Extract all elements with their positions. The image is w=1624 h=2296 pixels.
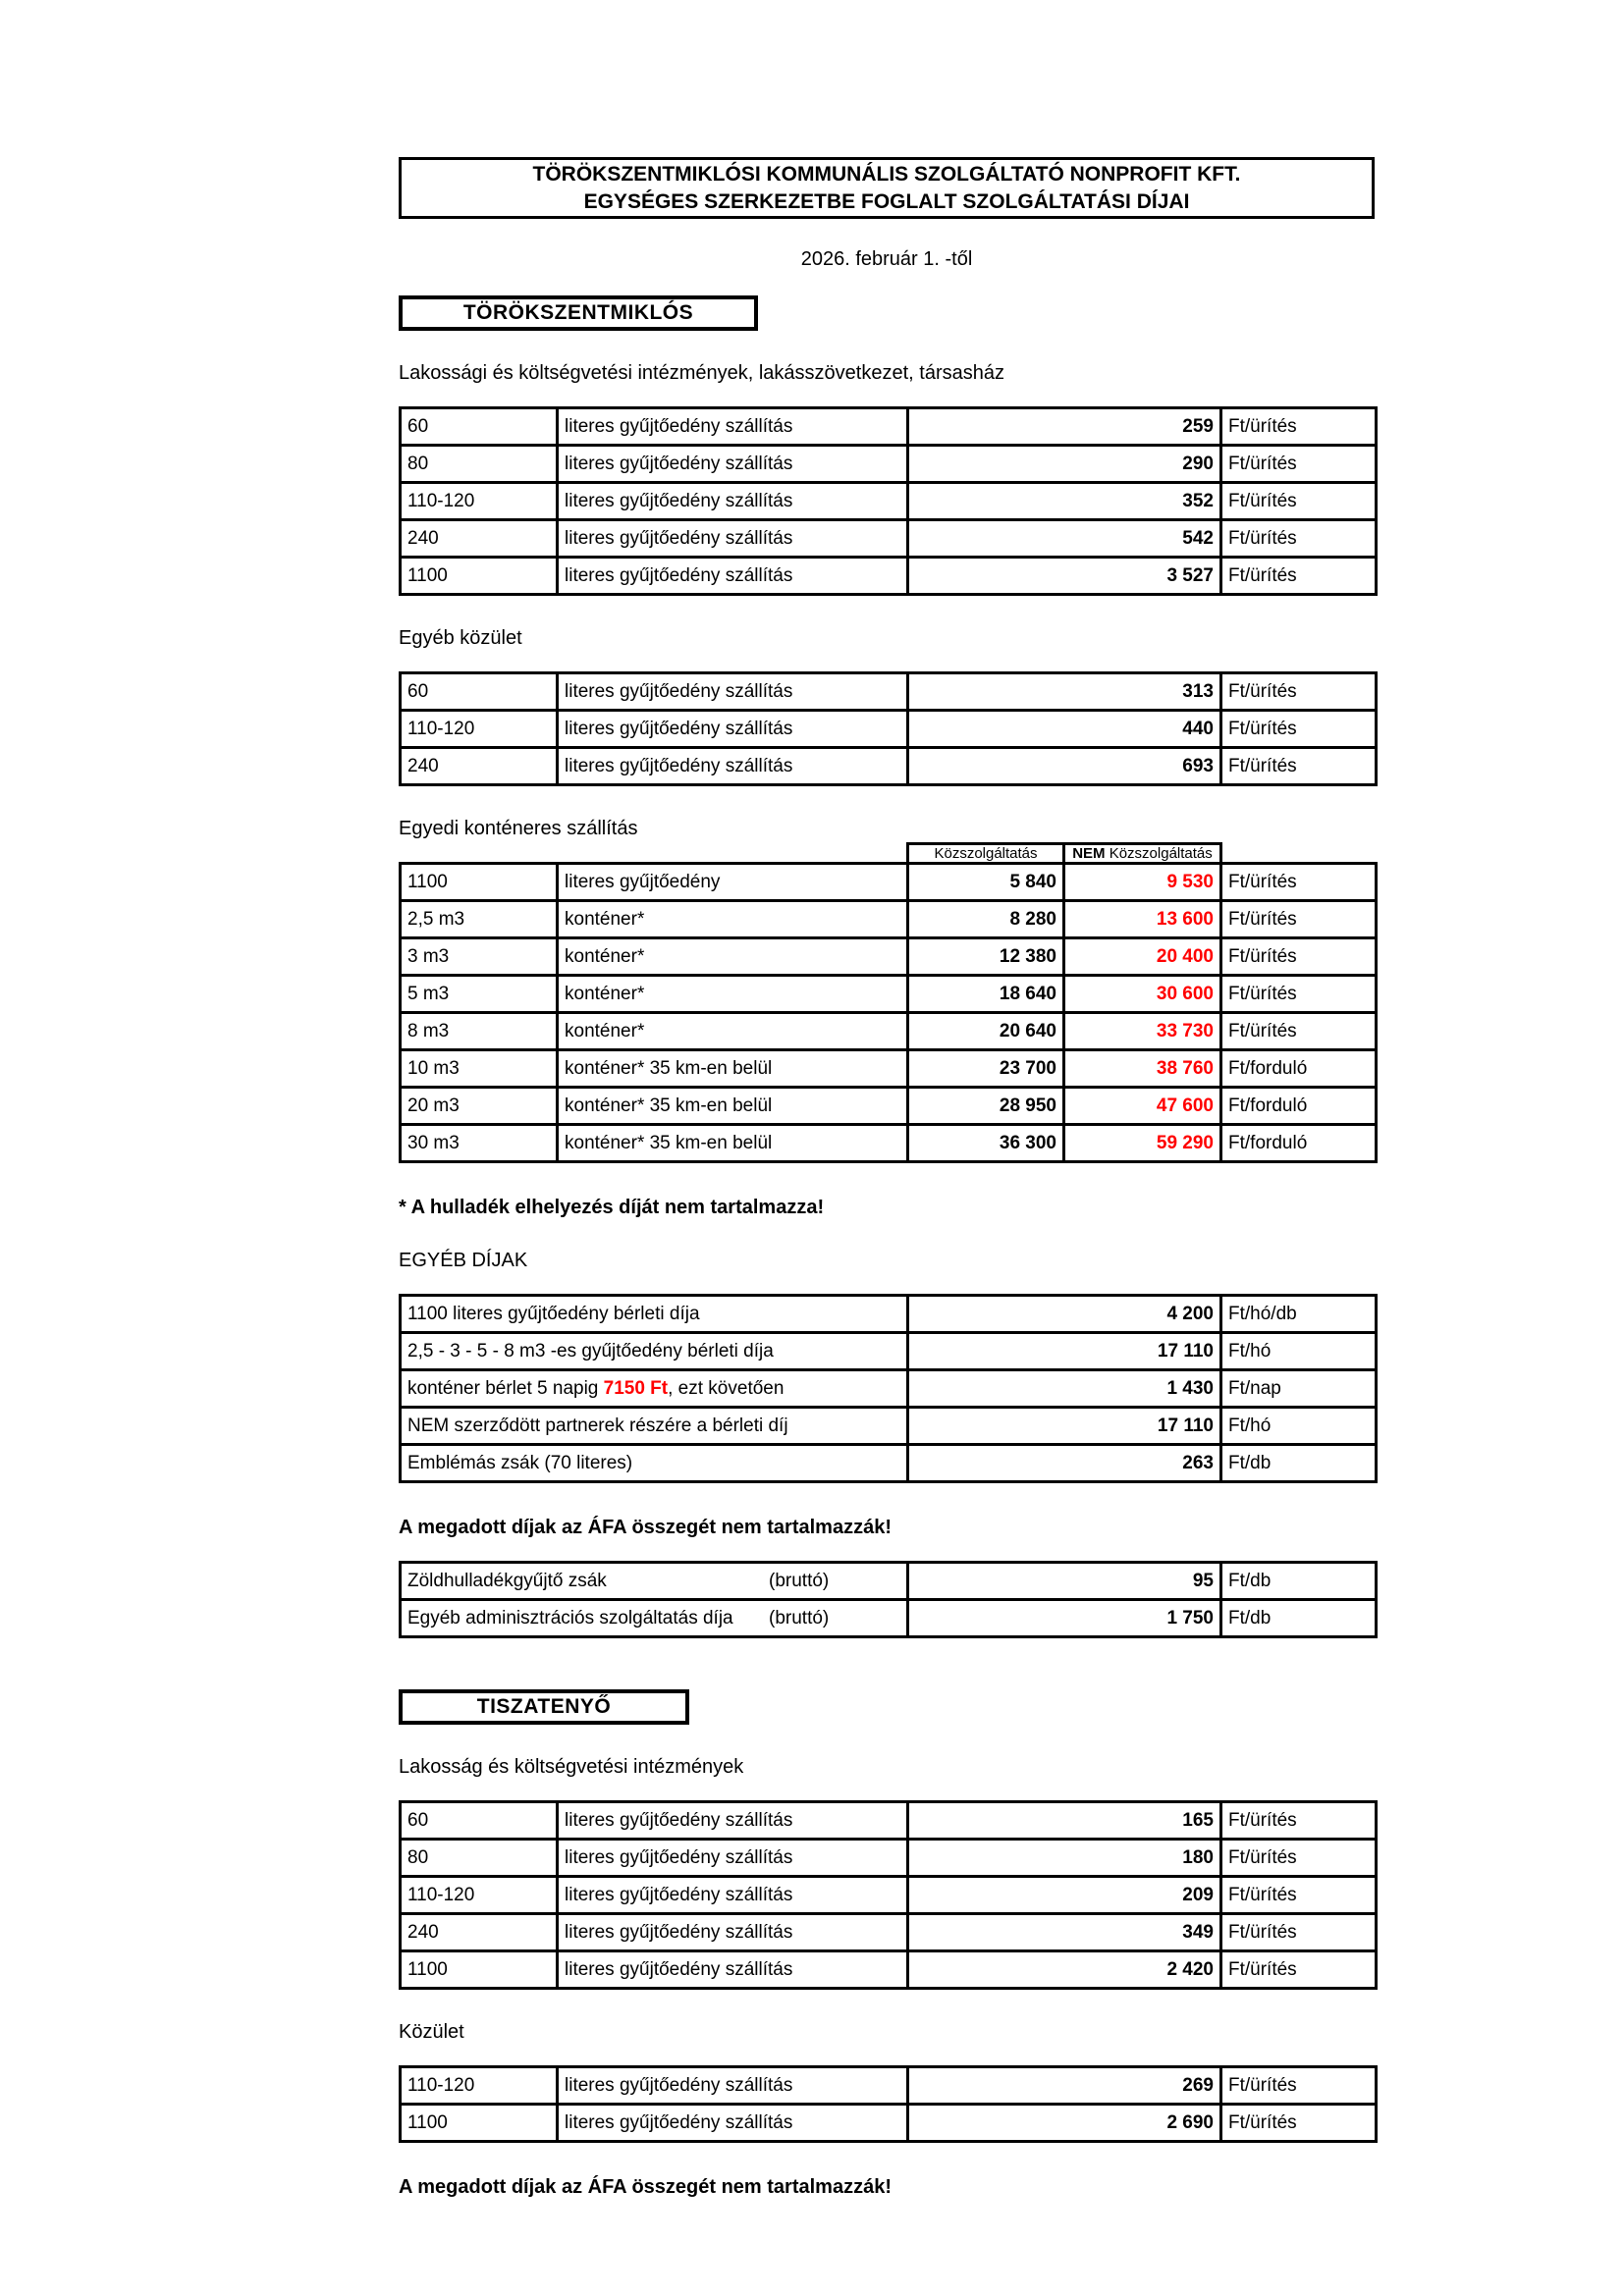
price-cell: 209 xyxy=(908,1877,1221,1914)
gross-tag: (bruttó) xyxy=(769,1607,830,1629)
size-cell: 110-120 xyxy=(401,1877,558,1914)
section-label: Egyéb közület xyxy=(399,627,522,649)
unit-cell: Ft/ürítés xyxy=(1221,408,1377,446)
table-row xyxy=(401,446,1377,483)
description-cell: literes gyűjtőedény szállítás xyxy=(558,673,908,711)
unit-cell: Ft/ürítés xyxy=(1221,1877,1377,1914)
table-row xyxy=(401,976,1377,1013)
price-cell: 2 420 xyxy=(908,1951,1221,1989)
price-cell: 259 xyxy=(908,408,1221,446)
price-cell: 1 750 xyxy=(908,1600,1221,1637)
table-row xyxy=(401,1600,1377,1637)
price-cell: 95 xyxy=(908,1563,1221,1600)
size-cell: 10 m3 xyxy=(401,1050,558,1088)
price-public-cell: 28 950 xyxy=(908,1088,1064,1125)
description-cell: literes gyűjtőedény szállítás xyxy=(558,711,908,748)
price-col-header-public: Közszolgáltatás xyxy=(908,844,1064,864)
price-nonpublic-cell: 38 760 xyxy=(1064,1050,1221,1088)
price-nonpublic-cell: 30 600 xyxy=(1064,976,1221,1013)
size-cell: 60 xyxy=(401,673,558,711)
size-cell: 240 xyxy=(401,748,558,785)
gross-tag: (bruttó) xyxy=(769,1570,830,1591)
description-cell: literes gyűjtőedény szállítás xyxy=(558,520,908,558)
unit-cell: Ft/ürítés xyxy=(1221,1951,1377,1989)
size-cell: 5 m3 xyxy=(401,976,558,1013)
unit-cell: Ft/ürítés xyxy=(1221,1914,1377,1951)
document-title-line-1: TÖRÖKSZENTMIKLÓSI KOMMUNÁLIS SZOLGÁLTATÓ NONPROFIT KFT. xyxy=(532,162,1241,186)
unit-cell: Ft/hó xyxy=(1221,1408,1377,1445)
price-cell: 17 110 xyxy=(908,1333,1221,1370)
spacer-cell xyxy=(401,844,558,864)
table-row xyxy=(401,673,1377,711)
unit-cell: Ft/ürítés xyxy=(1221,1802,1377,1840)
unit-cell: Ft/nap xyxy=(1221,1370,1377,1408)
price-nonpublic-cell: 47 600 xyxy=(1064,1088,1221,1125)
price-col-header-row xyxy=(401,844,1377,864)
table-row xyxy=(401,1840,1377,1877)
unit-cell: Ft/ürítés xyxy=(1221,558,1377,595)
unit-cell: Ft/ürítés xyxy=(1221,446,1377,483)
city-header: TÖRÖKSZENTMIKLÓS xyxy=(399,295,758,331)
unit-cell: Ft/ürítés xyxy=(1221,864,1377,901)
table-row xyxy=(401,1296,1377,1333)
table-row xyxy=(401,1333,1377,1370)
size-cell: 3 m3 xyxy=(401,938,558,976)
unit-cell: Ft/ürítés xyxy=(1221,2067,1377,2105)
price-cell: 1 430 xyxy=(908,1370,1221,1408)
description-cell: konténer* 35 km-en belül xyxy=(558,1125,908,1162)
size-cell: 1100 xyxy=(401,2105,558,2142)
unit-cell: Ft/forduló xyxy=(1221,1088,1377,1125)
unit-cell: Ft/hó xyxy=(1221,1333,1377,1370)
price-cell: 440 xyxy=(908,711,1221,748)
document-content xyxy=(399,0,1375,2198)
unit-cell: Ft/ürítés xyxy=(1221,1840,1377,1877)
price-table-standard xyxy=(399,1800,1378,1990)
size-cell: 240 xyxy=(401,1914,558,1951)
description-cell: literes gyűjtőedény szállítás xyxy=(558,1802,908,1840)
price-public-cell: 5 840 xyxy=(908,864,1064,901)
table-row xyxy=(401,1013,1377,1050)
price-nonpublic-cell: 9 530 xyxy=(1064,864,1221,901)
price-cell: 313 xyxy=(908,673,1221,711)
price-cell: 165 xyxy=(908,1802,1221,1840)
description-cell: konténer* 35 km-en belül xyxy=(558,1088,908,1125)
table-row xyxy=(401,1802,1377,1840)
price-cell: 180 xyxy=(908,1840,1221,1877)
unit-cell: Ft/forduló xyxy=(1221,1050,1377,1088)
table-row xyxy=(401,558,1377,595)
unit-cell: Ft/ürítés xyxy=(1221,2105,1377,2142)
footnote: A megadott díjak az ÁFA összegét nem tartalmazzák! xyxy=(399,1517,892,1538)
size-cell: 80 xyxy=(401,1840,558,1877)
unit-cell: Ft/db xyxy=(1221,1445,1377,1482)
unit-cell: Ft/ürítés xyxy=(1221,748,1377,785)
size-cell: 240 xyxy=(401,520,558,558)
description-cell: literes gyűjtőedény xyxy=(558,864,908,901)
size-cell: 2,5 m3 xyxy=(401,901,558,938)
effective-date: 2026. február 1. -től xyxy=(800,248,973,270)
description-cell: NEM szerződött partnerek részére a bérleti díj xyxy=(401,1408,908,1445)
table-row xyxy=(401,864,1377,901)
table-row xyxy=(401,901,1377,938)
spacer-cell xyxy=(1221,844,1377,864)
price-table-brutto xyxy=(399,1561,1378,1638)
price-table-dual xyxy=(399,842,1378,1163)
document-title-box xyxy=(399,157,1375,219)
table-row xyxy=(401,1445,1377,1482)
price-public-cell: 20 640 xyxy=(908,1013,1064,1050)
price-public-cell: 36 300 xyxy=(908,1125,1064,1162)
section-label: Lakosság és költségvetési intézmények xyxy=(399,1756,744,1778)
description-cell: Zöldhulladékgyűjtő zsák (bruttó) xyxy=(401,1563,908,1600)
unit-cell: Ft/ürítés xyxy=(1221,976,1377,1013)
table-row xyxy=(401,2105,1377,2142)
description-cell: 1100 literes gyűjtőedény bérleti díja xyxy=(401,1296,908,1333)
unit-cell: Ft/ürítés xyxy=(1221,483,1377,520)
description-cell: literes gyűjtőedény szállítás xyxy=(558,748,908,785)
price-cell: 263 xyxy=(908,1445,1221,1482)
price-cell: 693 xyxy=(908,748,1221,785)
size-cell: 30 m3 xyxy=(401,1125,558,1162)
price-nonpublic-cell: 33 730 xyxy=(1064,1013,1221,1050)
price-cell: 4 200 xyxy=(908,1296,1221,1333)
table-row xyxy=(401,1914,1377,1951)
size-cell: 60 xyxy=(401,408,558,446)
description-cell: literes gyűjtőedény szállítás xyxy=(558,1951,908,1989)
description-cell: literes gyűjtőedény szállítás xyxy=(558,558,908,595)
size-cell: 60 xyxy=(401,1802,558,1840)
price-nonpublic-cell: 59 290 xyxy=(1064,1125,1221,1162)
description-cell: konténer* xyxy=(558,938,908,976)
table-row xyxy=(401,1408,1377,1445)
price-table-standard xyxy=(399,671,1378,786)
unit-cell: Ft/forduló xyxy=(1221,1125,1377,1162)
unit-cell: Ft/db xyxy=(1221,1563,1377,1600)
unit-cell: Ft/ürítés xyxy=(1221,1013,1377,1050)
table-row xyxy=(401,1877,1377,1914)
price-public-cell: 18 640 xyxy=(908,976,1064,1013)
price-cell: 17 110 xyxy=(908,1408,1221,1445)
price-cell: 290 xyxy=(908,446,1221,483)
nonpublic-header-bold: NEM xyxy=(1072,845,1106,862)
footnote: A megadott díjak az ÁFA összegét nem tartalmazzák! xyxy=(399,2176,892,2198)
description-cell: Egyéb adminisztrációs szolgáltatás díja (bruttó) xyxy=(401,1600,908,1637)
section-label: Közület xyxy=(399,2021,464,2043)
table-row xyxy=(401,711,1377,748)
size-cell: 110-120 xyxy=(401,2067,558,2105)
table-row xyxy=(401,520,1377,558)
size-cell: 20 m3 xyxy=(401,1088,558,1125)
table-row xyxy=(401,1563,1377,1600)
price-public-cell: 12 380 xyxy=(908,938,1064,976)
description-cell: konténer* xyxy=(558,901,908,938)
table-row xyxy=(401,2067,1377,2105)
document-title-line-2: EGYSÉGES SZERKEZETBE FOGLALT SZOLGÁLTATÁSI DÍJAI xyxy=(583,189,1190,213)
price-nonpublic-cell: 20 400 xyxy=(1064,938,1221,976)
section-label: Lakossági és költségvetési intézmények, lakásszövetkezet, társasház xyxy=(399,362,1004,384)
city-header: TISZATENYŐ xyxy=(399,1689,689,1725)
price-cell: 542 xyxy=(908,520,1221,558)
price-table-standard xyxy=(399,406,1378,596)
price-table-standard xyxy=(399,2065,1378,2143)
price-nonpublic-cell: 13 600 xyxy=(1064,901,1221,938)
price-public-cell: 23 700 xyxy=(908,1050,1064,1088)
highlighted-price-text: 7150 Ft xyxy=(603,1377,669,1399)
section-label: EGYÉB DÍJAK xyxy=(399,1250,528,1271)
description-cell: konténer* xyxy=(558,1013,908,1050)
price-public-cell: 8 280 xyxy=(908,901,1064,938)
unit-cell: Ft/db xyxy=(1221,1600,1377,1637)
description-cell: literes gyűjtőedény szállítás xyxy=(558,2067,908,2105)
section-label: Egyedi konténeres szállítás xyxy=(399,818,638,839)
document-body xyxy=(399,295,1375,2198)
size-cell: 1100 xyxy=(401,864,558,901)
table-row xyxy=(401,938,1377,976)
size-cell: 1100 xyxy=(401,1951,558,1989)
description-cell: literes gyűjtőedény szállítás xyxy=(558,2105,908,2142)
description-cell: konténer* xyxy=(558,976,908,1013)
description-cell: literes gyűjtőedény szállítás xyxy=(558,1877,908,1914)
table-row xyxy=(401,408,1377,446)
table-row xyxy=(401,1050,1377,1088)
unit-cell: Ft/ürítés xyxy=(1221,901,1377,938)
table-row xyxy=(401,1370,1377,1408)
unit-cell: Ft/ürítés xyxy=(1221,938,1377,976)
table-row xyxy=(401,748,1377,785)
size-cell: 8 m3 xyxy=(401,1013,558,1050)
description-cell: literes gyűjtőedény szállítás xyxy=(558,483,908,520)
table-row xyxy=(401,1125,1377,1162)
description-cell: 2,5 - 3 - 5 - 8 m3 -es gyűjtőedény bérleti díja xyxy=(401,1333,908,1370)
table-row xyxy=(401,1088,1377,1125)
unit-cell: Ft/ürítés xyxy=(1221,520,1377,558)
size-cell: 110-120 xyxy=(401,483,558,520)
price-cell: 349 xyxy=(908,1914,1221,1951)
description-cell: konténer bérlet 5 napig 7150 Ft, ezt követően xyxy=(401,1370,908,1408)
description-cell: literes gyűjtőedény szállítás xyxy=(558,1914,908,1951)
price-table-fees xyxy=(399,1294,1378,1483)
price-cell: 352 xyxy=(908,483,1221,520)
description-cell: literes gyűjtőedény szállítás xyxy=(558,1840,908,1877)
description-cell: Emblémás zsák (70 literes) xyxy=(401,1445,908,1482)
table-row xyxy=(401,1951,1377,1989)
size-cell: 110-120 xyxy=(401,711,558,748)
description-cell: literes gyűjtőedény szállítás xyxy=(558,446,908,483)
size-cell: 1100 xyxy=(401,558,558,595)
price-col-header-nonpublic: NEM Közszolgáltatás xyxy=(1064,844,1221,864)
unit-cell: Ft/hó/db xyxy=(1221,1296,1377,1333)
table-row xyxy=(401,483,1377,520)
unit-cell: Ft/ürítés xyxy=(1221,673,1377,711)
description-cell: literes gyűjtőedény szállítás xyxy=(558,408,908,446)
price-cell: 2 690 xyxy=(908,2105,1221,2142)
size-cell: 80 xyxy=(401,446,558,483)
description-cell: konténer* 35 km-en belül xyxy=(558,1050,908,1088)
price-cell: 269 xyxy=(908,2067,1221,2105)
footnote: * A hulladék elhelyezés díját nem tartalmazza! xyxy=(399,1197,825,1218)
spacer-cell xyxy=(558,844,908,864)
price-cell: 3 527 xyxy=(908,558,1221,595)
unit-cell: Ft/ürítés xyxy=(1221,711,1377,748)
